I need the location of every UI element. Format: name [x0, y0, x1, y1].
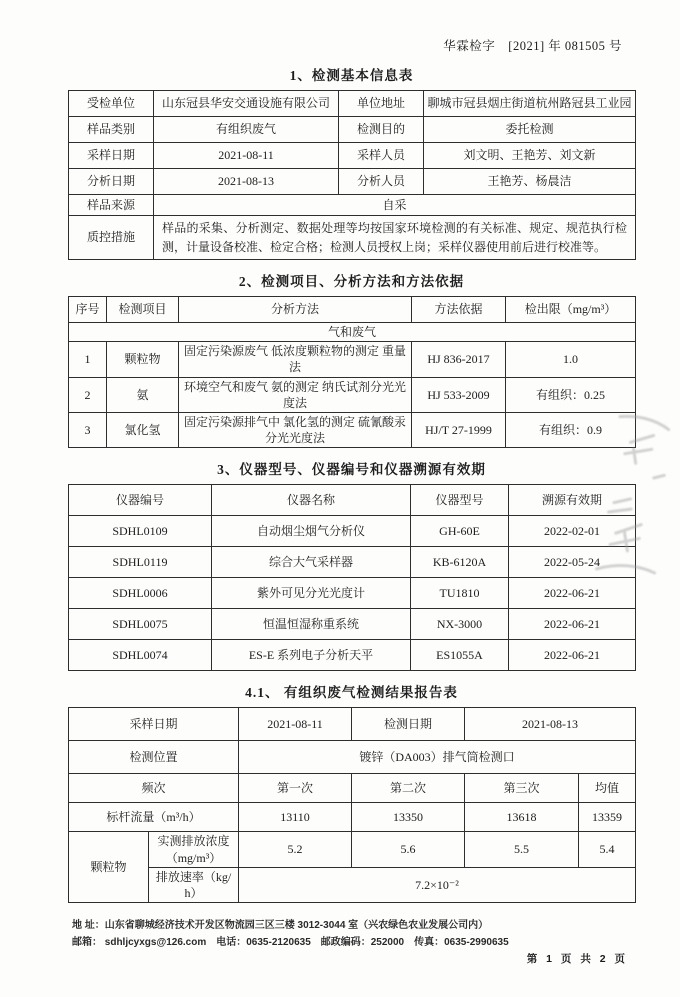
section2-title: 2、检测项目、分析方法和方法依据 [238, 274, 465, 289]
table-row [69, 216, 636, 260]
cell-name: 紫外可见分光光度计 [212, 578, 411, 609]
row-value: 刘文明、王艳芳、刘文新 [424, 143, 636, 169]
cell-method: 固定污染源废气 低浓度颗粒物的测定 重量法 [179, 342, 412, 377]
cell-item: 氨 [107, 377, 179, 412]
table-row [69, 91, 636, 117]
cell-code: SDHL0074 [69, 640, 212, 671]
table-row [69, 547, 636, 578]
row-value: 聊城市冠县烟庄街道杭州路冠县工业园 [424, 91, 636, 117]
table-row [69, 708, 636, 741]
cell-name: 恒温恒湿称重系统 [212, 609, 411, 640]
flow-value: 13618 [465, 803, 579, 832]
category-label: 气和废气 [69, 323, 636, 342]
rate-value: 7.2×10⁻² [239, 867, 636, 902]
row-value: 2021-08-11 [154, 143, 339, 169]
row-label: 受检单位 [69, 91, 154, 117]
cell-model: KB-6120A [411, 547, 509, 578]
row-value: 2021-08-13 [154, 169, 339, 195]
page-number: 第 1 页 共 2 页 [526, 953, 628, 966]
cell-name: ES-E 系列电子分析天平 [212, 640, 411, 671]
row-label: 检测目的 [339, 117, 424, 143]
table-row [69, 377, 636, 412]
column-header: 分析方法 [179, 297, 412, 323]
table-header-row [69, 485, 636, 516]
table-row [69, 741, 636, 774]
cell-valid: 2022-06-21 [509, 640, 636, 671]
cell-method: 环境空气和废气 氨的测定 纳氏试剂分光光度法 [179, 377, 412, 412]
document-number: 华霖检字 [2021] 年 081505 号 [443, 39, 622, 53]
row-value: 山东冠县华安交通设施有限公司 [154, 91, 339, 117]
conc-value: 5.5 [465, 832, 579, 867]
basic-info-table [68, 90, 636, 260]
cell-model: TU1810 [411, 578, 509, 609]
column-header: 仪器名称 [212, 485, 411, 516]
cell-code: SDHL0006 [69, 578, 212, 609]
cell-limit: 有组织：0.25 [506, 377, 636, 412]
table-row [69, 516, 636, 547]
column-header: 检测项目 [107, 297, 179, 323]
row-value: 2021-08-11 [239, 708, 352, 741]
footer-address: 地 址：山东省聊城经济技术开发区物流园三区三楼 3012-3044 室（兴农绿色农业发展公司内） [72, 920, 489, 932]
report-footer [72, 918, 632, 951]
cell-no: 2 [69, 377, 107, 412]
cell-code: SDHL0109 [69, 516, 212, 547]
method-table [68, 296, 636, 448]
cell-basis: HJ 533-2009 [412, 377, 506, 412]
cell-valid: 2022-02-01 [509, 516, 636, 547]
row-label: 分析日期 [69, 169, 154, 195]
column-header: 频次 [69, 774, 239, 803]
cell-valid: 2022-06-21 [509, 609, 636, 640]
table-row [69, 609, 636, 640]
column-header: 第三次 [465, 774, 579, 803]
cell-item: 氯化氢 [107, 412, 179, 447]
section3-title: 3、仪器型号、仪器编号和仪器溯源有效期 [217, 462, 486, 478]
cell-limit: 1.0 [506, 342, 636, 377]
row-value: 有组织废气 [154, 117, 339, 143]
cell-no: 3 [69, 412, 107, 447]
row-label: 排放速率（kg/h） [149, 867, 239, 902]
cell-limit: 有组织：0.9 [506, 412, 636, 447]
cell-name: 综合大气采样器 [212, 547, 411, 578]
flow-value: 13110 [239, 803, 352, 832]
row-label: 采样人员 [339, 143, 424, 169]
row-value: 镀锌（DA003）排气筒检测口 [239, 741, 636, 774]
row-label: 采样日期 [69, 708, 239, 741]
table-row [69, 169, 636, 195]
table-row [69, 342, 636, 377]
column-header: 均值 [579, 774, 636, 803]
column-header: 溯源有效期 [509, 485, 636, 516]
column-header: 方法依据 [412, 297, 506, 323]
cell-method: 固定污染源排气中 氯化氢的测定 硫氰酸汞分光光度法 [179, 412, 412, 447]
cell-name: 自动烟尘烟气分析仪 [212, 516, 411, 547]
row-label: 样品类别 [69, 117, 154, 143]
table-row [69, 867, 636, 902]
cell-valid: 2022-05-24 [509, 547, 636, 578]
cell-model: GH-60E [411, 516, 509, 547]
cell-code: SDHL0075 [69, 609, 212, 640]
table-row [69, 117, 636, 143]
category-row [69, 323, 636, 342]
row-label: 单位地址 [339, 91, 424, 117]
row-label: 标杆流量（m³/h） [69, 803, 239, 832]
cell-code: SDHL0119 [69, 547, 212, 578]
cell-basis: HJ/T 27-1999 [412, 412, 506, 447]
section4-title: 4.1、 有组织废气检测结果报告表 [245, 685, 458, 701]
column-header: 仪器编号 [69, 485, 212, 516]
table-row [69, 803, 636, 832]
table-header-row [69, 774, 636, 803]
column-header: 仪器型号 [411, 485, 509, 516]
cell-model: NX-3000 [411, 609, 509, 640]
row-value: 王艳芳、杨晨洁 [424, 169, 636, 195]
result-table [68, 707, 636, 903]
column-header: 第一次 [239, 774, 352, 803]
instrument-table [68, 484, 636, 671]
cell-valid: 2022-06-21 [509, 578, 636, 609]
cell-no: 1 [69, 342, 107, 377]
row-label: 分析人员 [339, 169, 424, 195]
table-header-row [69, 297, 636, 323]
pollutant-group-label: 颗粒物 [69, 832, 149, 903]
conc-value: 5.6 [352, 832, 465, 867]
report-body [68, 64, 635, 903]
row-value: 委托检测 [424, 117, 636, 143]
row-value: 自采 [154, 195, 636, 216]
conc-value: 5.2 [239, 832, 352, 867]
cell-model: ES1055A [411, 640, 509, 671]
row-value: 2021-08-13 [465, 708, 636, 741]
row-label: 质控措施 [69, 216, 154, 260]
conc-value: 5.4 [579, 832, 636, 867]
section1-title: 1、检测基本信息表 [289, 68, 414, 83]
cell-item: 颗粒物 [107, 342, 179, 377]
column-header: 第二次 [352, 774, 465, 803]
table-row [69, 195, 636, 216]
footer-contact: 邮箱： sdhljcyxgs@126.com 电话：0635-2120635 邮政编码：252000 传真：0635-2990635 [72, 936, 509, 948]
table-row [69, 578, 636, 609]
table-row [69, 832, 636, 867]
table-row [69, 412, 636, 447]
qc-measures-text: 样品的采集、分析测定、数据处理等均按国家环境检测的有关标准、规定、规范执行检测，计量设备校准、检定合格；检测人员授权上岗；采样仪器使用前后进行校准等。 [154, 216, 636, 260]
row-label: 实测排放浓度（mg/m³） [149, 832, 239, 867]
table-row [69, 640, 636, 671]
row-label: 采样日期 [69, 143, 154, 169]
column-header: 检出限（mg/m³） [506, 297, 636, 323]
cell-basis: HJ 836-2017 [412, 342, 506, 377]
column-header: 序号 [69, 297, 107, 323]
row-label: 检测位置 [69, 741, 239, 774]
table-row [69, 143, 636, 169]
flow-value: 13359 [579, 803, 636, 832]
row-label: 检测日期 [352, 708, 465, 741]
flow-value: 13350 [352, 803, 465, 832]
row-label: 样品来源 [69, 195, 154, 216]
